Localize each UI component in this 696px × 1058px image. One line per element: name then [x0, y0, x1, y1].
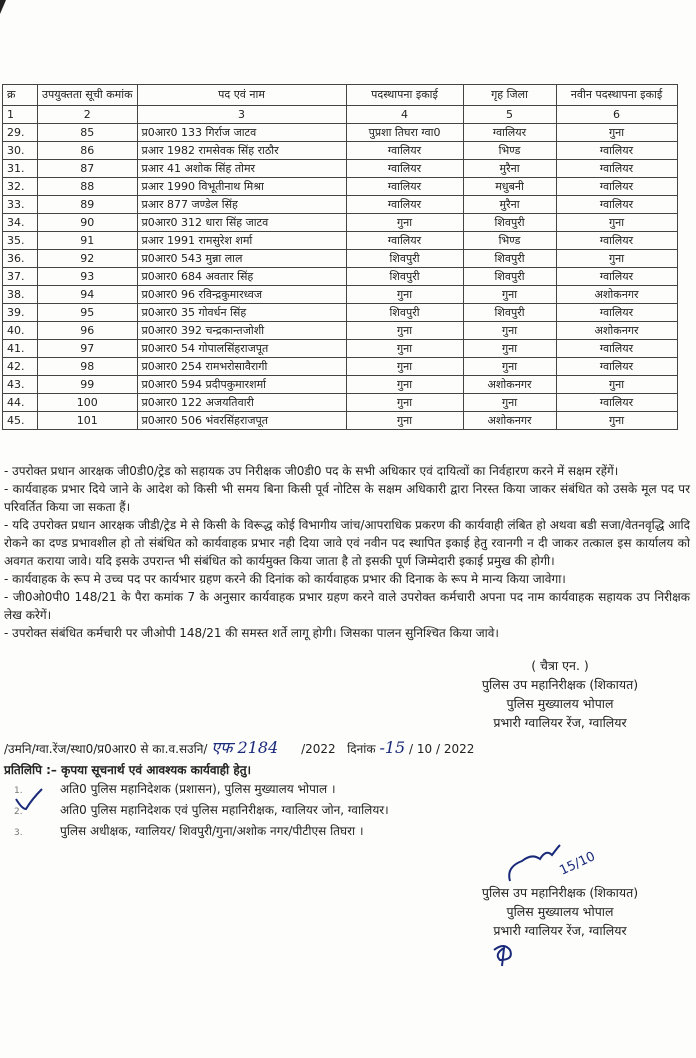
reference-year: /2022 — [301, 742, 336, 756]
table-row — [3, 250, 678, 268]
colnum: 6 — [556, 106, 677, 124]
colnum: 3 — [137, 106, 346, 124]
copy-item: 2. अति0 पुलिस महानिदेशक एवं पुलिस महानिरीक्षक, ग्वालियर जोन, ग्वालियर। — [14, 803, 389, 817]
table-row — [3, 232, 678, 250]
cell-name: प्र0आर0 594 प्रदीपकुमारशर्मा — [137, 376, 346, 394]
table-row — [3, 412, 678, 430]
cell-home: शिवपुरी — [463, 214, 556, 232]
table-row — [3, 322, 678, 340]
cell-list-no: 98 — [38, 358, 138, 376]
cell-sn: 31. — [3, 160, 38, 178]
cell-list-no: 90 — [38, 214, 138, 232]
cell-posting: ग्वालियर — [346, 196, 463, 214]
cell-posting: शिवपुरी — [346, 250, 463, 268]
table-row — [3, 268, 678, 286]
cell-sn: 34. — [3, 214, 38, 232]
cell-home: मुरैना — [463, 160, 556, 178]
cell-list-no: 100 — [38, 394, 138, 412]
header-sn: क्र — [3, 85, 38, 106]
signature-block-1 — [430, 656, 690, 732]
cell-list-no: 91 — [38, 232, 138, 250]
signatory-name: ( चैत्रा एन. ) — [531, 658, 589, 673]
cell-list-no: 86 — [38, 142, 138, 160]
header-name: पद एवं नाम — [137, 85, 346, 106]
cell-list-no: 97 — [38, 340, 138, 358]
cell-new: ग्वालियर — [556, 394, 677, 412]
cell-sn: 29. — [3, 124, 38, 142]
cell-home: शिवपुरी — [463, 250, 556, 268]
table-row — [3, 394, 678, 412]
cell-posting: गुना — [346, 394, 463, 412]
cell-list-no: 87 — [38, 160, 138, 178]
cell-new: गुना — [556, 376, 677, 394]
cell-sn: 35. — [3, 232, 38, 250]
colnum: 4 — [346, 106, 463, 124]
condition: - उपरोक्त संबंधित कर्मचारी पर जीओपी 148/21 की समस्त शर्ते लागू होगी। जिसका पालन सुनिश्चित किया जावे। — [4, 626, 499, 640]
cell-name: प्र0आर0 506 भंवरसिंहराजपूत — [137, 412, 346, 430]
cell-name: प्रआर 1991 रामसुरेश शर्मा — [137, 232, 346, 250]
date-label: दिनांक — [347, 742, 376, 756]
cell-new: ग्वालियर — [556, 340, 677, 358]
cell-posting: शिवपुरी — [346, 268, 463, 286]
posting-table — [2, 84, 678, 430]
cell-name: प्र0आर0 133 गिर्राज जाटव — [137, 124, 346, 142]
handwritten-signature — [500, 843, 600, 883]
initials-mark — [490, 940, 520, 968]
cell-list-no: 93 — [38, 268, 138, 286]
cell-name: प्र0आर0 122 अजयतिवारी — [137, 394, 346, 412]
cell-new: ग्वालियर — [556, 304, 677, 322]
cell-name: प्रआर 41 अशोक सिंह तोमर — [137, 160, 346, 178]
table-row — [3, 196, 678, 214]
cell-sn: 44. — [3, 394, 38, 412]
cell-name: प्र0आर0 543 मुन्ना लाल — [137, 250, 346, 268]
cell-new: ग्वालियर — [556, 232, 677, 250]
cell-home: अशोकनगर — [463, 376, 556, 394]
table-row — [3, 340, 678, 358]
copy-item: 3. पुलिस अधीक्षक, ग्वालियर/ शिवपुरी/गुना/अशोक नगर/पीटीएस तिघरा । — [14, 824, 364, 838]
cell-name: प्र0आर0 54 गोपालसिंहराजपूत — [137, 340, 346, 358]
condition: - यदि उपरोक्त प्रधान आरक्षक जीडी/ट्रेड मे से किसी के विरूद्ध कोई विभागीय जांच/आपराधिक प्रकरण की कार्यवाही लंबित हो अथवा बडी सजा/वेतनवृद्धि आदि रोकने का दण्ड प्रभावशील हो तो संबंधित को कार्यवाहक प्रभार नही दिया जावे एवं नवीन पद स्थापित इकाई हेतु रवानगी न दी जाकर तत्काल इस कार्यालय को अवगत कराया जावे। यदि इसके उपरान्त भी संबंधित को कार्यमुक्त किया जाता है तो इसकी पूर्ण जिम्मेदारी इकाई प्रमुख की होगी। — [4, 518, 690, 568]
cell-home: गुना — [463, 358, 556, 376]
cell-sn: 33. — [3, 196, 38, 214]
cell-posting: ग्वालियर — [346, 232, 463, 250]
cell-name: प्र0आर0 254 रामभरोसावैरागी — [137, 358, 346, 376]
cell-home: शिवपुरी — [463, 304, 556, 322]
signatory-office: पुलिस मुख्यालय भोपाल — [506, 696, 614, 711]
handwritten-number: एफ 2184 — [211, 738, 279, 757]
cell-list-no: 88 — [38, 178, 138, 196]
signatory-designation: पुलिस उप महानिरीक्षक (शिकायत) — [481, 677, 639, 692]
cell-list-no: 99 — [38, 376, 138, 394]
table-row — [3, 286, 678, 304]
condition: - जी0ओ0पी0 148/21 के पैरा कमांक 7 के अनुसार कार्यवाहक प्रभार ग्रहण करने वाले उपरोक्त कर्मचारी अपना पद नाम कार्यवाहक सहायक उप निरीक्षक लेख करेगें। — [4, 590, 690, 622]
cell-home: गुना — [463, 340, 556, 358]
cell-new: ग्वालियर — [556, 142, 677, 160]
cell-home: भिण्ड — [463, 142, 556, 160]
table-row — [3, 142, 678, 160]
signatory-designation: पुलिस उप महानिरीक्षक (शिकायत) — [481, 885, 639, 900]
cell-posting: ग्वालियर — [346, 160, 463, 178]
cell-sn: 37. — [3, 268, 38, 286]
cell-list-no: 94 — [38, 286, 138, 304]
cell-new: अशोकनगर — [556, 286, 677, 304]
cell-new: ग्वालियर — [556, 160, 677, 178]
cell-name: प्र0आर0 35 गोवर्धन सिंह — [137, 304, 346, 322]
cell-posting: गुना — [346, 358, 463, 376]
cell-sn: 39. — [3, 304, 38, 322]
cell-name: प्र0आर0 312 धारा सिंह जाटव — [137, 214, 346, 232]
cell-sn: 32. — [3, 178, 38, 196]
colnum: 5 — [463, 106, 556, 124]
cell-new: गुना — [556, 214, 677, 232]
cell-name: प्रआर 877 जण्डेल सिंह — [137, 196, 346, 214]
reference-line — [4, 736, 690, 761]
header-new: नवीन पदस्थापना इकाई — [556, 85, 677, 106]
cell-sn: 43. — [3, 376, 38, 394]
cell-list-no: 89 — [38, 196, 138, 214]
cell-posting: गुना — [346, 322, 463, 340]
cell-home: गुना — [463, 286, 556, 304]
signatory-charge: प्रभारी ग्वालियर रेंज, ग्वालियर — [493, 923, 627, 938]
cell-posting: पुप्रशा तिघरा ग्वा0 — [346, 124, 463, 142]
colnum: 2 — [38, 106, 138, 124]
table-row — [3, 160, 678, 178]
date-rest: / 10 / 2022 — [409, 742, 475, 756]
cell-sn: 42. — [3, 358, 38, 376]
cell-new: गुना — [556, 124, 677, 142]
table-row — [3, 178, 678, 196]
cell-sn: 41. — [3, 340, 38, 358]
cell-home: गुना — [463, 322, 556, 340]
cell-sn: 45. — [3, 412, 38, 430]
cell-sn: 38. — [3, 286, 38, 304]
condition: - उपरोक्त प्रधान आरक्षक जी0डी0/ट्रेड को सहायक उप निरीक्षक जी0डी0 पद के सभी अधिकार एवं दायित्वों का निर्वहारण करने में सक्षम रहेंगें। — [4, 464, 619, 478]
copy-item: 1. अति0 पुलिस महानिदेशक (प्रशासन), पुलिस मुख्यालय भोपाल । — [14, 782, 336, 796]
colnum: 1 — [3, 106, 38, 124]
reference-prefix: /उमनि/ग्वा.रेंज/स्था0/प्र0आर0 से का.व.सउनि/ — [4, 742, 208, 756]
cell-list-no: 92 — [38, 250, 138, 268]
cell-posting: ग्वालियर — [346, 142, 463, 160]
cell-list-no: 85 — [38, 124, 138, 142]
cell-new: ग्वालियर — [556, 196, 677, 214]
page-corner-shadow — [0, 0, 6, 14]
cell-sn: 36. — [3, 250, 38, 268]
column-number-row — [3, 106, 678, 124]
cell-name: प्रआर 1982 रामसेवक सिंह राठौर — [137, 142, 346, 160]
condition: - कार्यवाहक प्रभार दिये जाने के आदेश को किसी भी समय बिना किसी पूर्व नोटिस के सक्षम अधिकारी द्वारा निरस्त किया जाकर संबंधित को उसके मूल पद पर परिवर्तित किया जा सकता हैं। — [4, 482, 690, 514]
table-row — [3, 376, 678, 394]
conditions — [4, 462, 690, 642]
cell-new: ग्वालियर — [556, 268, 677, 286]
check-mark-icon — [14, 787, 44, 813]
table-row — [3, 214, 678, 232]
cell-posting: गुना — [346, 214, 463, 232]
cell-home: शिवपुरी — [463, 268, 556, 286]
signatory-office: पुलिस मुख्यालय भोपाल — [506, 904, 614, 919]
cell-new: ग्वालियर — [556, 178, 677, 196]
cell-posting: गुना — [346, 286, 463, 304]
signature-block-2 — [430, 883, 690, 940]
cell-new: गुना — [556, 412, 677, 430]
table-row — [3, 124, 678, 142]
cell-home: गुना — [463, 394, 556, 412]
copy-to — [4, 761, 690, 843]
cell-name: प्र0आर0 392 चन्द्रकान्तजोशी — [137, 322, 346, 340]
table-header-row — [3, 85, 678, 106]
cell-home: अशोकनगर — [463, 412, 556, 430]
cell-posting: गुना — [346, 412, 463, 430]
cell-new: अशोकनगर — [556, 322, 677, 340]
cell-list-no: 96 — [38, 322, 138, 340]
signatory-charge: प्रभारी ग्वालियर रेंज, ग्वालियर — [493, 715, 627, 730]
cell-home: भिण्ड — [463, 232, 556, 250]
cell-new: ग्वालियर — [556, 358, 677, 376]
table-row — [3, 304, 678, 322]
cell-name: प्र0आर0 684 अवतार सिंह — [137, 268, 346, 286]
condition: - कार्यवाहक के रूप मे उच्च पद पर कार्यभार ग्रहण करने की दिनांक को कार्यवाहक प्रभार की दिनाक के रूप मे मान्य किया जावेगा। — [4, 572, 566, 586]
cell-posting: गुना — [346, 376, 463, 394]
cell-list-no: 95 — [38, 304, 138, 322]
signature-date: 15/10 — [557, 849, 598, 879]
header-home: गृह जिला — [463, 85, 556, 106]
header-posting: पदस्थापना इकाई — [346, 85, 463, 106]
lower-section — [4, 462, 690, 968]
copy-title: प्रतिलिपि :– कृपया सूचनार्थ एवं आवश्यक कार्यवाही हेतु। — [4, 763, 252, 777]
cell-new: गुना — [556, 250, 677, 268]
cell-name: प्रआर 1990 विभूतीनाथ मिश्रा — [137, 178, 346, 196]
cell-posting: ग्वालियर — [346, 178, 463, 196]
cell-sn: 40. — [3, 322, 38, 340]
date-day: -15 — [379, 738, 406, 757]
cell-posting: गुना — [346, 340, 463, 358]
cell-list-no: 101 — [38, 412, 138, 430]
cell-home: ग्वालियर — [463, 124, 556, 142]
cell-home: मधुबनी — [463, 178, 556, 196]
table-row — [3, 358, 678, 376]
cell-posting: शिवपुरी — [346, 304, 463, 322]
header-list-no: उपयुक्तता सूची कमांक — [38, 85, 138, 106]
cell-home: मुरैना — [463, 196, 556, 214]
cell-sn: 30. — [3, 142, 38, 160]
cell-name: प्र0आर0 96 रविन्द्रकुमारध्वज — [137, 286, 346, 304]
